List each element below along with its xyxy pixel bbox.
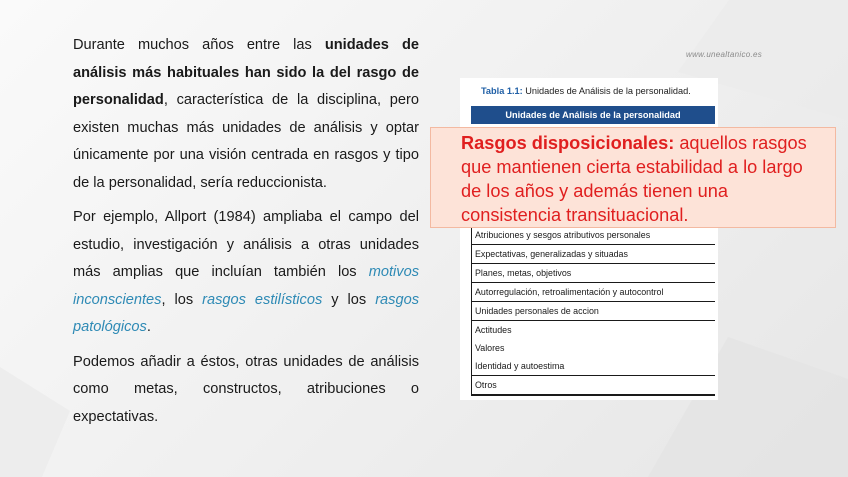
table-row: Expectativas, generalizadas y situadas	[471, 245, 715, 264]
callout-definition: aquellos rasgos que mantienen cierta estabilidad a lo largo de los años y además tienen una consistencia transituacional.	[461, 133, 807, 225]
paragraph-1-rest: , característica de la disciplina, pero existen muchas más unidades de análisis y optar únicamente por una visión centrada en rasgos y tipo de la personalidad, sería reduccionista.	[73, 92, 419, 191]
paragraph-1-bold: unidades de análisis más habituales han sido la del rasgo de personalidad	[73, 37, 419, 108]
highlight-rasgos-patologicos: rasgos patológicos	[73, 291, 419, 335]
table-row: Planes, metas, objetivos	[471, 264, 715, 283]
table-header: Unidades de Análisis de la personalidad	[471, 106, 715, 124]
paragraph-3: Podemos añadir a éstos, otras unidades de análisis como metas, constructos, atribuciones o expectativas.	[73, 353, 419, 425]
callout-term: Rasgos disposicionales:	[461, 133, 675, 153]
paragraph-2-sep-1: , los	[161, 291, 203, 308]
table-row: Actitudes	[475, 325, 512, 335]
table-rows	[471, 226, 715, 396]
definition-callout	[430, 127, 836, 228]
table-row: Autorregulación, retroalimentación y autocontrol	[471, 283, 715, 302]
table-caption	[481, 86, 691, 96]
paragraph-2-intro: Por ejemplo, Allport (1984) ampliaba el campo del estudio, investigación y análisis a otras unidades más amplias que incluían también los	[73, 209, 419, 280]
highlight-motivos-inconscientes: motivos inconscientes	[73, 264, 419, 308]
table-row: Atribuciones y sesgos atributivos personales	[471, 226, 715, 245]
body-text	[73, 32, 419, 438]
table-row: Unidades personales de accion	[471, 302, 715, 321]
highlight-rasgos-estilisticos: rasgos estilísticos	[202, 291, 323, 308]
table-caption-text: Unidades de Análisis de la personalidad.	[522, 86, 691, 96]
watermark-url: www.unealtanico.es	[686, 50, 763, 59]
table-caption-label: Tabla 1.1:	[481, 86, 523, 96]
table-row: Valores	[475, 343, 505, 353]
paragraph-2-sep-2: y los	[322, 291, 376, 308]
paragraph-2	[73, 204, 419, 342]
paragraph-2-end: .	[146, 319, 151, 335]
paragraph-1-intro: Durante muchos años entre las	[73, 37, 325, 53]
paragraph-1	[73, 32, 419, 197]
table-row: Identidad y autoestima	[471, 357, 715, 376]
table-row: Otros	[471, 376, 715, 396]
